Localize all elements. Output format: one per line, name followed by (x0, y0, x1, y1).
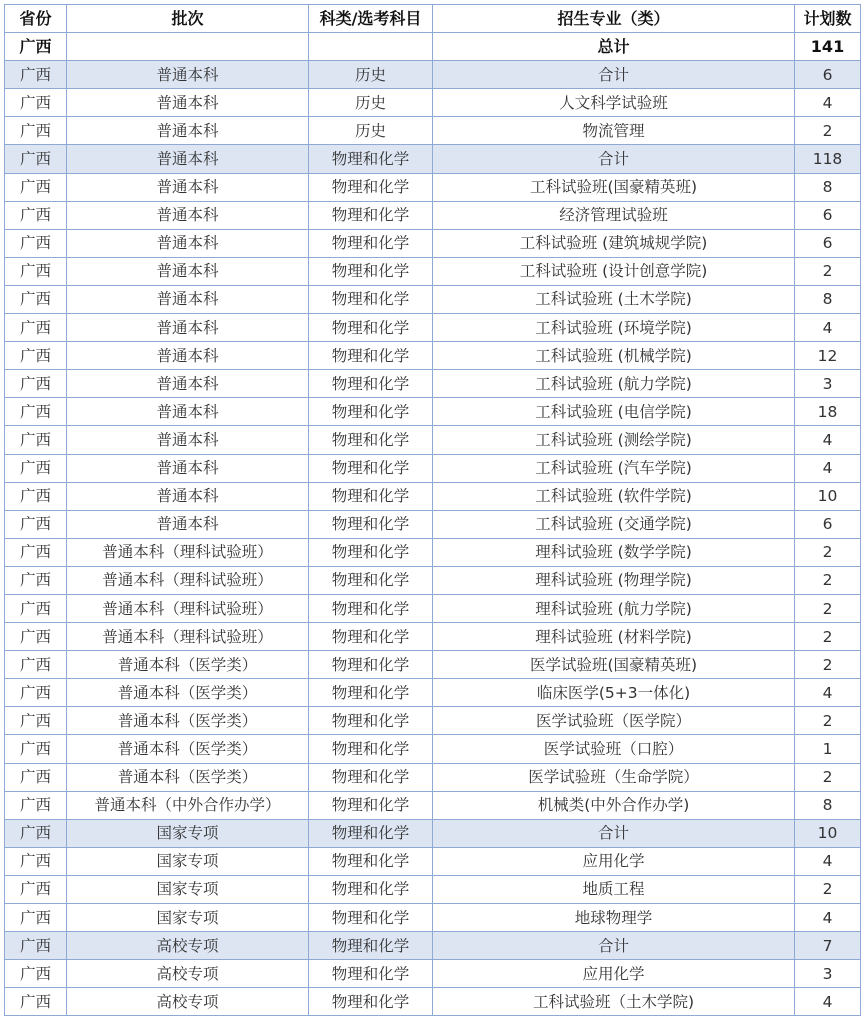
cell-count: 2 (795, 763, 861, 791)
cell-batch: 普通本科（理科试验班） (67, 594, 309, 622)
cell-subject: 物理和化学 (309, 594, 433, 622)
cell-subject: 物理和化学 (309, 960, 433, 988)
cell-province: 广西 (5, 623, 67, 651)
cell-province: 广西 (5, 847, 67, 875)
cell-count: 18 (795, 398, 861, 426)
cell-province: 广西 (5, 791, 67, 819)
table-row (5, 651, 861, 679)
cell-major: 应用化学 (433, 847, 795, 875)
cell-province: 广西 (5, 679, 67, 707)
cell-subject: 物理和化学 (309, 398, 433, 426)
cell-count: 10 (795, 482, 861, 510)
table-row (5, 735, 861, 763)
cell-subject: 物理和化学 (309, 173, 433, 201)
cell-major: 医学试验班（医学院） (433, 707, 795, 735)
table-row (5, 201, 861, 229)
cell-province: 广西 (5, 651, 67, 679)
cell-province: 广西 (5, 932, 67, 960)
cell-count: 2 (795, 707, 861, 735)
cell-batch: 普通本科 (67, 510, 309, 538)
cell-subject: 物理和化学 (309, 904, 433, 932)
cell-batch: 普通本科 (67, 173, 309, 201)
cell-subject: 物理和化学 (309, 651, 433, 679)
cell-batch: 普通本科 (67, 257, 309, 285)
table-body (5, 33, 861, 1016)
cell-major: 工科试验班 (航力学院) (433, 370, 795, 398)
cell-count: 6 (795, 61, 861, 89)
cell-count: 2 (795, 651, 861, 679)
cell-count: 2 (795, 623, 861, 651)
cell-major: 工科试验班 (设计创意学院) (433, 257, 795, 285)
total-major: 总计 (433, 33, 795, 61)
cell-subject: 物理和化学 (309, 875, 433, 903)
cell-province: 广西 (5, 342, 67, 370)
cell-subject: 物理和化学 (309, 482, 433, 510)
cell-count: 4 (795, 314, 861, 342)
cell-batch: 国家专项 (67, 847, 309, 875)
cell-major: 医学试验班(国豪精英班) (433, 651, 795, 679)
cell-count: 8 (795, 791, 861, 819)
cell-count: 4 (795, 988, 861, 1016)
cell-province: 广西 (5, 61, 67, 89)
cell-count: 2 (795, 117, 861, 145)
cell-province: 广西 (5, 735, 67, 763)
cell-province: 广西 (5, 763, 67, 791)
cell-province: 广西 (5, 229, 67, 257)
cell-subject: 物理和化学 (309, 342, 433, 370)
cell-subject: 物理和化学 (309, 426, 433, 454)
table-row (5, 426, 861, 454)
cell-count: 2 (795, 594, 861, 622)
cell-batch: 普通本科（理科试验班） (67, 538, 309, 566)
cell-subject: 物理和化学 (309, 763, 433, 791)
cell-major: 经济管理试验班 (433, 201, 795, 229)
cell-batch: 普通本科（中外合作办学） (67, 791, 309, 819)
cell-subject: 物理和化学 (309, 819, 433, 847)
cell-province: 广西 (5, 510, 67, 538)
cell-major: 理科试验班 (材料学院) (433, 623, 795, 651)
cell-count: 3 (795, 960, 861, 988)
cell-major: 工科试验班 (交通学院) (433, 510, 795, 538)
cell-subject: 物理和化学 (309, 145, 433, 173)
cell-count: 2 (795, 566, 861, 594)
cell-major: 合计 (433, 61, 795, 89)
cell-major: 应用化学 (433, 960, 795, 988)
cell-batch: 普通本科 (67, 370, 309, 398)
cell-province: 广西 (5, 482, 67, 510)
table-row (5, 482, 861, 510)
cell-subject: 物理和化学 (309, 707, 433, 735)
table-row (5, 623, 861, 651)
cell-major: 机械类(中外合作办学) (433, 791, 795, 819)
cell-major: 合计 (433, 145, 795, 173)
cell-province: 广西 (5, 257, 67, 285)
cell-batch: 普通本科（医学类） (67, 679, 309, 707)
cell-major: 医学试验班（口腔） (433, 735, 795, 763)
total-subject (309, 33, 433, 61)
cell-province: 广西 (5, 370, 67, 398)
cell-count: 8 (795, 173, 861, 201)
table-row (5, 594, 861, 622)
cell-batch: 国家专项 (67, 875, 309, 903)
cell-batch: 普通本科 (67, 426, 309, 454)
cell-batch: 普通本科 (67, 229, 309, 257)
table-row (5, 679, 861, 707)
table-row (5, 314, 861, 342)
cell-major: 工科试验班 (环境学院) (433, 314, 795, 342)
table-row (5, 763, 861, 791)
cell-count: 4 (795, 426, 861, 454)
cell-major: 人文科学试验班 (433, 89, 795, 117)
cell-subject: 历史 (309, 89, 433, 117)
table-row (5, 285, 861, 313)
cell-subject: 物理和化学 (309, 847, 433, 875)
cell-count: 2 (795, 875, 861, 903)
cell-subject: 物理和化学 (309, 988, 433, 1016)
cell-major: 工科试验班 (土木学院) (433, 285, 795, 313)
cell-batch: 普通本科 (67, 285, 309, 313)
cell-province: 广西 (5, 117, 67, 145)
cell-province: 广西 (5, 566, 67, 594)
table-row (5, 454, 861, 482)
header-province: 省份 (5, 5, 67, 33)
cell-batch: 普通本科（医学类） (67, 651, 309, 679)
cell-subject: 物理和化学 (309, 932, 433, 960)
cell-province: 广西 (5, 538, 67, 566)
header-count: 计划数 (795, 5, 861, 33)
table-row (5, 342, 861, 370)
cell-batch: 国家专项 (67, 904, 309, 932)
cell-subject: 物理和化学 (309, 257, 433, 285)
cell-count: 4 (795, 904, 861, 932)
total-count: 141 (795, 33, 861, 61)
cell-count: 8 (795, 285, 861, 313)
cell-subject: 物理和化学 (309, 623, 433, 651)
cell-province: 广西 (5, 819, 67, 847)
header-batch: 批次 (67, 5, 309, 33)
cell-batch: 普通本科 (67, 201, 309, 229)
table-row (5, 960, 861, 988)
cell-batch: 普通本科 (67, 454, 309, 482)
cell-count: 4 (795, 454, 861, 482)
cell-count: 4 (795, 847, 861, 875)
table-row (5, 89, 861, 117)
cell-major: 工科试验班 (电信学院) (433, 398, 795, 426)
cell-count: 1 (795, 735, 861, 763)
cell-major: 医学试验班（生命学院） (433, 763, 795, 791)
table-row (5, 904, 861, 932)
subtotal-row (5, 145, 861, 173)
cell-major: 地质工程 (433, 875, 795, 903)
cell-major: 临床医学(5+3一体化) (433, 679, 795, 707)
subtotal-row (5, 819, 861, 847)
cell-subject: 物理和化学 (309, 735, 433, 763)
cell-count: 6 (795, 229, 861, 257)
cell-batch: 高校专项 (67, 988, 309, 1016)
cell-batch: 普通本科（医学类） (67, 707, 309, 735)
table-row (5, 566, 861, 594)
cell-major: 物流管理 (433, 117, 795, 145)
cell-count: 10 (795, 819, 861, 847)
cell-major: 地球物理学 (433, 904, 795, 932)
cell-batch: 国家专项 (67, 819, 309, 847)
cell-count: 6 (795, 510, 861, 538)
cell-province: 广西 (5, 960, 67, 988)
cell-count: 118 (795, 145, 861, 173)
cell-major: 工科试验班 (汽车学院) (433, 454, 795, 482)
table-row (5, 791, 861, 819)
cell-batch: 普通本科 (67, 314, 309, 342)
cell-province: 广西 (5, 314, 67, 342)
table-header-row (5, 5, 861, 33)
cell-province: 广西 (5, 594, 67, 622)
table-row (5, 538, 861, 566)
cell-major: 工科试验班 (建筑城规学院) (433, 229, 795, 257)
cell-batch: 普通本科 (67, 342, 309, 370)
cell-subject: 物理和化学 (309, 314, 433, 342)
cell-subject: 历史 (309, 61, 433, 89)
cell-major: 理科试验班 (航力学院) (433, 594, 795, 622)
cell-batch: 普通本科 (67, 117, 309, 145)
cell-subject: 物理和化学 (309, 285, 433, 313)
cell-count: 4 (795, 679, 861, 707)
cell-major: 工科试验班（土木学院) (433, 988, 795, 1016)
table-row (5, 257, 861, 285)
cell-subject: 物理和化学 (309, 538, 433, 566)
cell-major: 工科试验班(国豪精英班) (433, 173, 795, 201)
cell-batch: 普通本科（医学类） (67, 735, 309, 763)
cell-subject: 物理和化学 (309, 679, 433, 707)
cell-batch: 普通本科（理科试验班） (67, 566, 309, 594)
cell-province: 广西 (5, 201, 67, 229)
table-row (5, 510, 861, 538)
subtotal-row (5, 932, 861, 960)
cell-province: 广西 (5, 904, 67, 932)
cell-batch: 普通本科 (67, 89, 309, 117)
cell-province: 广西 (5, 285, 67, 313)
cell-province: 广西 (5, 89, 67, 117)
cell-count: 2 (795, 538, 861, 566)
table-row (5, 370, 861, 398)
cell-count: 7 (795, 932, 861, 960)
cell-major: 合计 (433, 932, 795, 960)
grand-total-row (5, 33, 861, 61)
cell-count: 12 (795, 342, 861, 370)
table-row (5, 117, 861, 145)
cell-subject: 物理和化学 (309, 454, 433, 482)
cell-count: 2 (795, 257, 861, 285)
cell-count: 6 (795, 201, 861, 229)
cell-province: 广西 (5, 988, 67, 1016)
cell-batch: 普通本科（医学类） (67, 763, 309, 791)
table-row (5, 988, 861, 1016)
cell-major: 工科试验班 (测绘学院) (433, 426, 795, 454)
cell-subject: 物理和化学 (309, 229, 433, 257)
cell-province: 广西 (5, 173, 67, 201)
cell-count: 4 (795, 89, 861, 117)
table-row (5, 229, 861, 257)
cell-major: 工科试验班 (机械学院) (433, 342, 795, 370)
cell-province: 广西 (5, 426, 67, 454)
cell-subject: 物理和化学 (309, 791, 433, 819)
cell-province: 广西 (5, 454, 67, 482)
cell-province: 广西 (5, 707, 67, 735)
table-row (5, 173, 861, 201)
header-subject: 科类/选考科目 (309, 5, 433, 33)
total-province: 广西 (5, 33, 67, 61)
cell-major: 理科试验班 (数学学院) (433, 538, 795, 566)
cell-province: 广西 (5, 875, 67, 903)
table-row (5, 398, 861, 426)
total-batch (67, 33, 309, 61)
cell-batch: 普通本科 (67, 145, 309, 173)
cell-subject: 物理和化学 (309, 566, 433, 594)
cell-subject: 物理和化学 (309, 510, 433, 538)
cell-count: 3 (795, 370, 861, 398)
cell-subject: 物理和化学 (309, 201, 433, 229)
cell-batch: 普通本科（理科试验班） (67, 623, 309, 651)
table-row (5, 875, 861, 903)
cell-batch: 普通本科 (67, 398, 309, 426)
cell-batch: 高校专项 (67, 960, 309, 988)
cell-subject: 物理和化学 (309, 370, 433, 398)
enrollment-plan-table (4, 4, 861, 1016)
cell-province: 广西 (5, 145, 67, 173)
cell-major: 合计 (433, 819, 795, 847)
cell-major: 工科试验班 (软件学院) (433, 482, 795, 510)
table-row (5, 847, 861, 875)
cell-province: 广西 (5, 398, 67, 426)
cell-major: 理科试验班 (物理学院) (433, 566, 795, 594)
cell-batch: 普通本科 (67, 61, 309, 89)
cell-batch: 普通本科 (67, 482, 309, 510)
cell-subject: 历史 (309, 117, 433, 145)
subtotal-row (5, 61, 861, 89)
cell-batch: 高校专项 (67, 932, 309, 960)
table-row (5, 707, 861, 735)
header-major: 招生专业（类） (433, 5, 795, 33)
